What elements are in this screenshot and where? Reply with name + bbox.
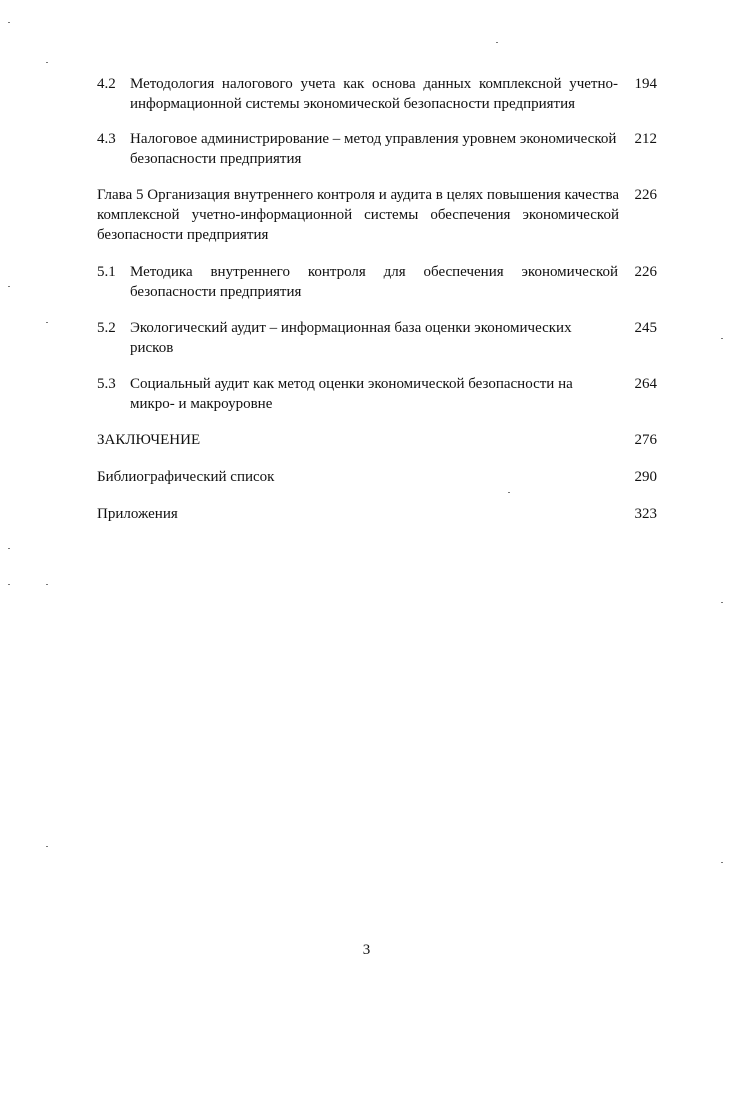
- scan-speck: [46, 322, 48, 323]
- toc-entry-page: 212: [634, 131, 657, 147]
- scan-speck: [46, 846, 48, 847]
- toc-entry-title: Экологический аудит – информационная база оценки экономических рисков: [130, 320, 572, 356]
- toc-entry-title: ЗАКЛЮЧЕНИЕ: [97, 432, 201, 448]
- toc-entry-number: 4.3: [97, 131, 116, 147]
- toc-entry-5-2: [97, 318, 659, 358]
- toc-entry-page: 226: [634, 187, 657, 203]
- scan-speck: [721, 862, 723, 863]
- toc-entry-title: Библиографический список: [97, 469, 275, 485]
- toc-entry-5-1: [97, 262, 659, 302]
- toc-entry-title: Социальный аудит как метод оценки экономической безопасности на микро- и макроуровне: [130, 376, 573, 412]
- toc-entry-bibliography: [97, 467, 659, 487]
- toc-entry-page: 290: [634, 469, 657, 485]
- toc-entry-page: 226: [634, 264, 657, 280]
- toc-entry-chapter-5: [97, 185, 659, 245]
- table-of-contents: [97, 74, 659, 524]
- toc-entry-number: 5.2: [97, 320, 116, 336]
- scan-speck: [721, 338, 723, 339]
- scan-speck: [46, 584, 48, 585]
- toc-entry-title: Методология налогового учета как основа данных комплексной учетно-информационной системы экономической безопасности предприятия: [130, 76, 618, 112]
- scan-speck: [46, 62, 48, 63]
- toc-entry-page: 276: [634, 432, 657, 448]
- toc-entry-title: Глава 5 Организация внутреннего контроля и аудита в целях повышения качества комплексной учетно-информационной системы обеспечения экономической безопасности предприятия: [97, 187, 619, 243]
- toc-entry-title: Методика внутреннего контроля для обеспечения экономической безопасности предприятия: [130, 264, 618, 300]
- scan-speck: [508, 492, 510, 493]
- toc-entry-page: 264: [634, 376, 657, 392]
- toc-entry-page: 194: [634, 76, 657, 92]
- scan-speck: [8, 22, 10, 23]
- scan-speck: [721, 602, 723, 603]
- toc-entry-4-3: [97, 129, 659, 169]
- toc-entry-title: Налоговое администрирование – метод управления уровнем экономической безопасности предприятия: [130, 131, 617, 167]
- toc-entry-page: 245: [634, 320, 657, 336]
- toc-entry-conclusion: [97, 430, 659, 450]
- scan-speck: [496, 42, 498, 43]
- scan-speck: [8, 286, 10, 287]
- toc-entry-title: Приложения: [97, 506, 178, 522]
- toc-entry-number: 5.3: [97, 376, 116, 392]
- scan-speck: [8, 584, 10, 585]
- scan-speck: [8, 548, 10, 549]
- toc-entry-4-2: [97, 74, 659, 114]
- toc-entry-number: 4.2: [97, 76, 116, 92]
- page-number: 3: [362, 942, 371, 958]
- toc-entry-appendices: [97, 504, 659, 524]
- toc-entry-number: 5.1: [97, 264, 116, 280]
- toc-entry-page: 323: [634, 506, 657, 522]
- toc-entry-5-3: [97, 374, 659, 414]
